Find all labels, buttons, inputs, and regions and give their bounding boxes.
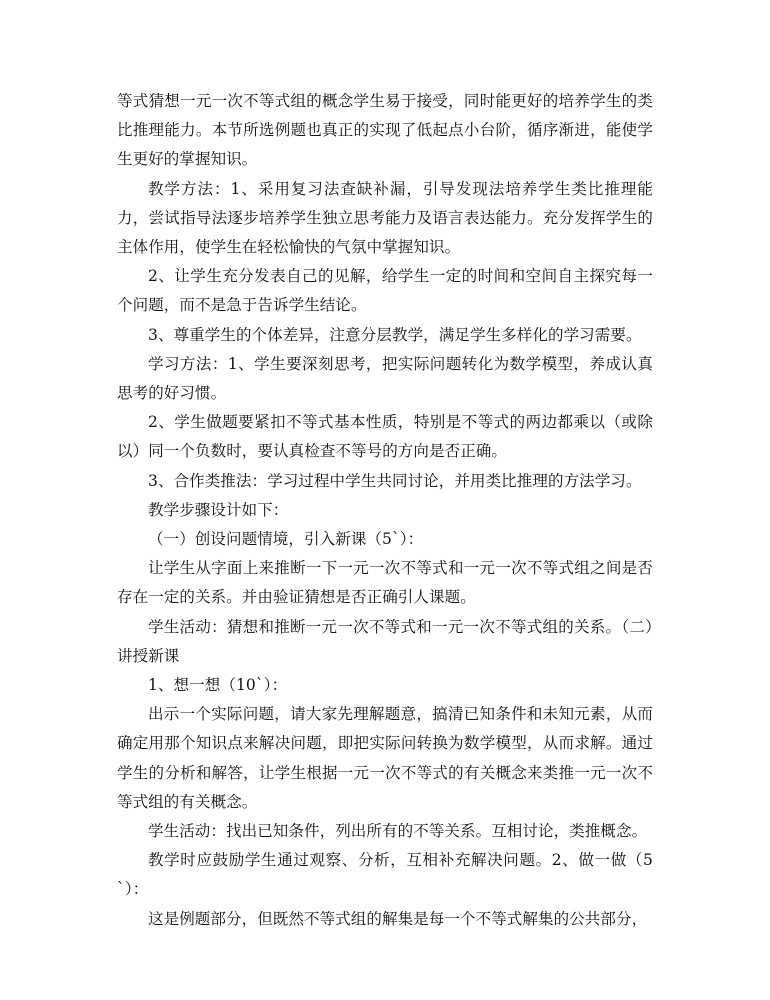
paragraph: 教学时应鼓励学生通过观察、分析，互相补充解决问题。2、做一做（5`）： (117, 851, 653, 899)
paragraph: 学习方法：1、学生要深刻思考，把实际问题转化为数学模型，养成认真思考的好习惯。 (117, 354, 653, 403)
paragraph: 2、让学生充分发表自己的见解，给学生一定的时间和空间自主探究每一个问题，而不是急于告诉学生结论。 (117, 267, 653, 315)
paragraph: （一）创设问题情境，引入新课（5`）： (148, 530, 424, 549)
paragraph: 1、想一想（10`）： (148, 676, 288, 695)
paragraph: 学生活动：猜想和推断一元一次不等式和一元一次不等式组的关系。（二）讲授新课 (117, 617, 653, 665)
paragraph: 出示一个实际问题，请大家先理解题意，搞清已知条件和未知元素，从而确定用那个知识点来解决问题，即把实际问转换为数学模型，从而求解。通过学生的分析和解答，让学生根据一元一次不等式的有关概念来类推一元一次不等式组的有关概念。 (117, 705, 653, 811)
paragraph: 2、学生做题要紧扣不等式基本性质，特别是不等式的两边都乘以（或除以）同一个负数时，要认真检查不等号的方向是否正确。 (117, 413, 653, 461)
paragraph: 3、尊重学生的个体差异，注意分层教学，满足学生多样化的学习需要。 (148, 325, 642, 344)
paragraph: 等式猜想一元一次不等式组的概念学生易于接受，同时能更好的培养学生的类比推理能力。本节所选例题也真正的实现了低起点小台阶，循序渐进，能使学生更好的掌握知识。 (117, 92, 653, 169)
paragraph: 教学步骤设计如下： (148, 500, 289, 519)
body-text (117, 87, 653, 934)
paragraph: 3、合作类推法：学习过程中学生共同讨论，并用类比推理的方法学习。 (148, 471, 642, 490)
paragraph: 让学生从字面上来推断一下一元一次不等式和一元一次不等式组之间是否存在一定的关系。并由验证猜想是否正确引人课题。 (117, 559, 653, 607)
paragraph: 教学方法：1、采用复习法查缺补漏，引导发现法培养学生类比推理能力，尝试指导法逐步培养学生独立思考能力及语言表达能力。充分发挥学生的主体作用，使学生在轻松愉快的气氛中掌握知识。 (117, 179, 653, 257)
paragraph: 学生活动：找出已知条件，列出所有的不等关系。互相讨论，类推概念。 (148, 822, 648, 841)
paragraph: 这是例题部分，但既然不等式组的解集是每一个不等式解集的公共部分， (148, 909, 648, 928)
